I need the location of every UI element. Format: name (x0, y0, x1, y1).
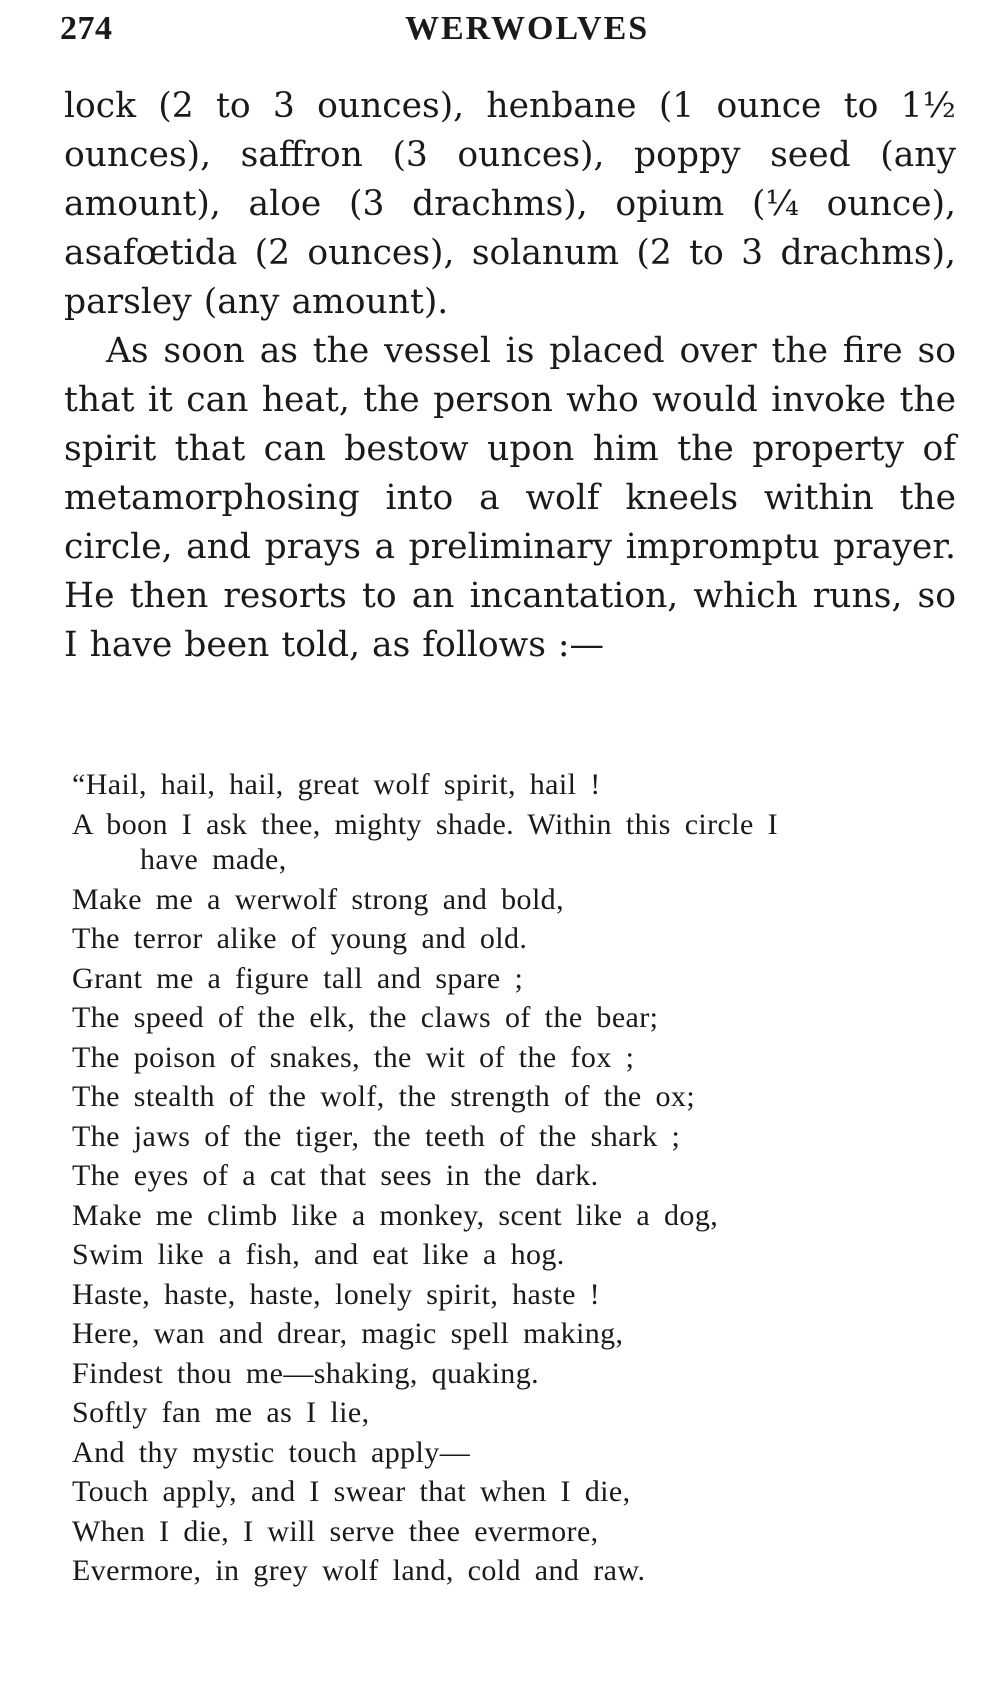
poem-line: The terror alike of young and old. (72, 922, 528, 955)
poem-line: The stealth of the wolf, the strength of the ox; (72, 1080, 696, 1113)
running-head: WERWOLVES (405, 10, 650, 47)
poem-line: Swim like a fish, and eat like a hog. (72, 1238, 565, 1271)
poem-line: Make me a werwolf strong and bold, (72, 882, 564, 916)
poem-line: The eyes of a cat that sees in the dark. (72, 1159, 599, 1192)
poem-line: Findest thou me—shaking, quaking. (72, 1356, 540, 1390)
poem-line: Touch apply, and I swear that when I die, (72, 1475, 631, 1508)
poem-line-continuation: have made, (140, 843, 287, 876)
paragraph-incantation-intro: As soon as the vessel is placed over the fire so that it can heat, the person who would invoke the spirit that can bestow upon him the property of metamorphosing into a wolf kneels within the circle, and prays a preliminary impromptu prayer. He then resorts to an incantation, which runs, so I have been told, as follows :— (64, 331, 956, 665)
poem-line: Haste, haste, haste, lonely spirit, haste ! (72, 1277, 601, 1311)
poem-line: Evermore, in grey wolf land, cold and raw. (72, 1554, 646, 1587)
body-text (64, 82, 956, 670)
poem-line: “Hail, hail, hail, great wolf spirit, hail ! (72, 768, 601, 801)
poem-line: The poison of snakes, the wit of the fox ; (72, 1040, 635, 1074)
poem-line: The speed of the elk, the claws of the bear; (72, 1001, 659, 1034)
paragraph-ingredients: lock (2 to 3 ounces), henbane (1 ounce to 1½ ounces), saffron (3 ounces), poppy seed (any amount), aloe (3 drachms), opium (¼ ounce), asafœtida (2 ounces), solanum (2 to 3 drachms), parsley (any amount). (64, 86, 956, 322)
poem-line: A boon I ask thee, mighty shade. Within this circle I (72, 807, 778, 841)
page-header (60, 10, 960, 54)
poem-line: The jaws of the tiger, the teeth of the shark ; (72, 1119, 681, 1153)
poem-line: Make me climb like a monkey, scent like a dog, (72, 1198, 719, 1232)
poem-line: And thy mystic touch apply— (72, 1435, 471, 1469)
page-number: 274 (60, 10, 113, 47)
poem-line: When I die, I will serve thee evermore, (72, 1514, 599, 1548)
poem-line: Here, wan and drear, magic spell making, (72, 1317, 624, 1350)
poem-line: Softly fan me as I lie, (72, 1396, 370, 1429)
poem-line: Grant me a figure tall and spare ; (72, 961, 524, 995)
incantation-poem (72, 765, 962, 1591)
